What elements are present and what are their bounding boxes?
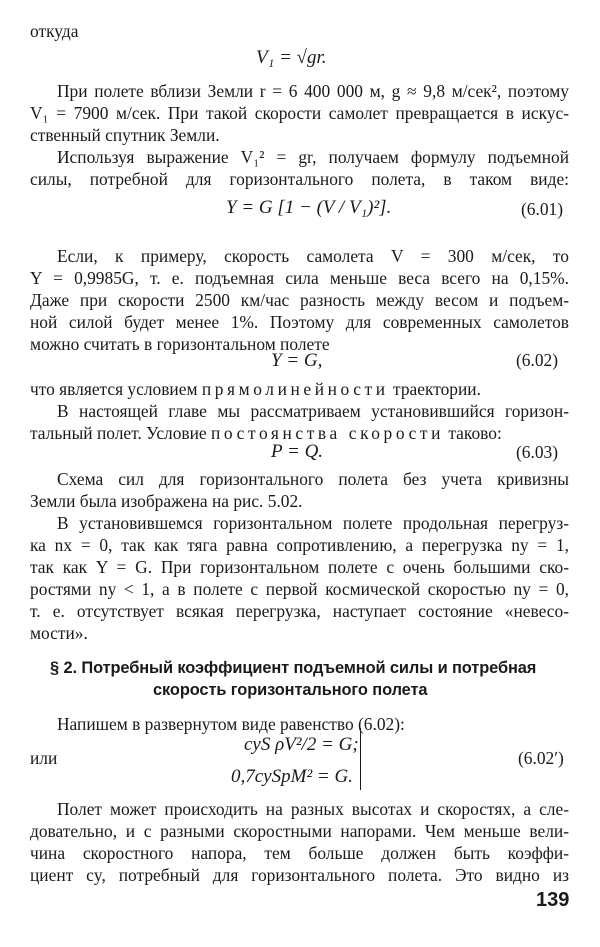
text-fragment: таково: (448, 423, 502, 443)
formula-v1: V₁ = √gr. (256, 47, 327, 68)
equation-number: (6.03) (516, 442, 559, 462)
formula-p-equals-q: P = Q. (271, 441, 324, 462)
page-number: 139 (536, 889, 570, 911)
text-line: ственный спутник Земли. (30, 125, 220, 145)
equation-number: (6.01) (521, 199, 564, 219)
text-fragment: траектории. (393, 379, 481, 399)
text-line: чина скоростного напора, тем больше должен быть коэффи- (30, 843, 569, 863)
text-line: силы, потребной для горизонтального полета, в таком виде: (30, 169, 569, 189)
text-line: В настоящей главе мы рассматриваем установившийся горизон- (57, 401, 569, 421)
section-heading: § 2. Потребный коэффициент подъемной силы и потребная (50, 659, 537, 677)
text-line: ростями ny < 1, а в полете с первой космической скоростью ny = 0, (30, 579, 569, 599)
text-fragment: что является условием (30, 379, 198, 399)
equation-number: (6.02) (516, 350, 559, 370)
text-line: В установившемся горизонтальном полете продольная перегруз- (57, 513, 569, 533)
text-fragment: тальный полет. Условие (30, 423, 207, 443)
text-line: довательно, и с разными скоростными напорами. Чем меньше вели- (30, 821, 569, 841)
spaced-term: постоянства скорости (211, 423, 445, 443)
system-brace (356, 728, 361, 790)
text-line: можно считать в горизонтальном полете (30, 334, 330, 354)
formula-y-equals-g: Y = G, (271, 350, 323, 371)
text-line: циент cy, потребный для горизонтального полета. Это видно из (30, 865, 569, 885)
formula-lift-mach: 0,7cySpM² = G. (231, 766, 353, 787)
equation-number: (6.02′) (518, 748, 564, 768)
text-line: Схема сил для горизонтального полета без учета кривизны (57, 469, 569, 489)
text-line: Полет может происходить на разных высотах и скоростях, а сле- (57, 799, 569, 819)
text-line: ка nx = 0, так как тяга равна сопротивлению, а перегрузка ny = 1, (30, 535, 569, 555)
text-line: Напишем в развернутом виде равенство (6.02): (57, 714, 405, 734)
text-line: ной силой будет менее 1%. Поэтому для современных самолетов (30, 312, 569, 332)
text-line: Земли была изображена на рис. 5.02. (30, 491, 303, 511)
text-line: Y = 0,9985G, т. е. подъемная сила меньше веса всего на 0,15%. (30, 268, 569, 288)
spaced-term: прямолинейности (201, 379, 389, 399)
formula-lift-expanded: cyS ρV²/2 = G; (244, 734, 359, 755)
formula-lift: Y = G [1 − (V / V₁)²]. (226, 197, 392, 218)
text-line: откуда (30, 21, 79, 41)
text-line: V₁ = 7900 м/сек. При такой скорости самолет превращается в искус- (30, 103, 569, 123)
text-line (30, 422, 502, 444)
text-line: Если, к примеру, скорость самолета V = 300 м/сек, то (57, 246, 569, 266)
text-line: Даже при скорости 2500 км/час разность между весом и подъем- (30, 290, 569, 310)
text-line: так как Y = G. При горизонтальном полете с очень большими ско- (30, 557, 569, 577)
text-line (30, 378, 481, 400)
text-line: При полете вблизи Земли r = 6 400 000 м, g ≈ 9,8 м/сек², поэтому (57, 81, 569, 101)
text-line: т. е. отсутствует всякая перегрузка, наступает состояние «невесо- (30, 601, 569, 621)
text-line: Используя выражение V₁² = gr, получаем формулу подъемной (57, 147, 569, 167)
section-heading: скорость горизонтального полета (153, 681, 428, 699)
text-line: мости». (30, 623, 88, 643)
text-line: или (30, 748, 58, 768)
